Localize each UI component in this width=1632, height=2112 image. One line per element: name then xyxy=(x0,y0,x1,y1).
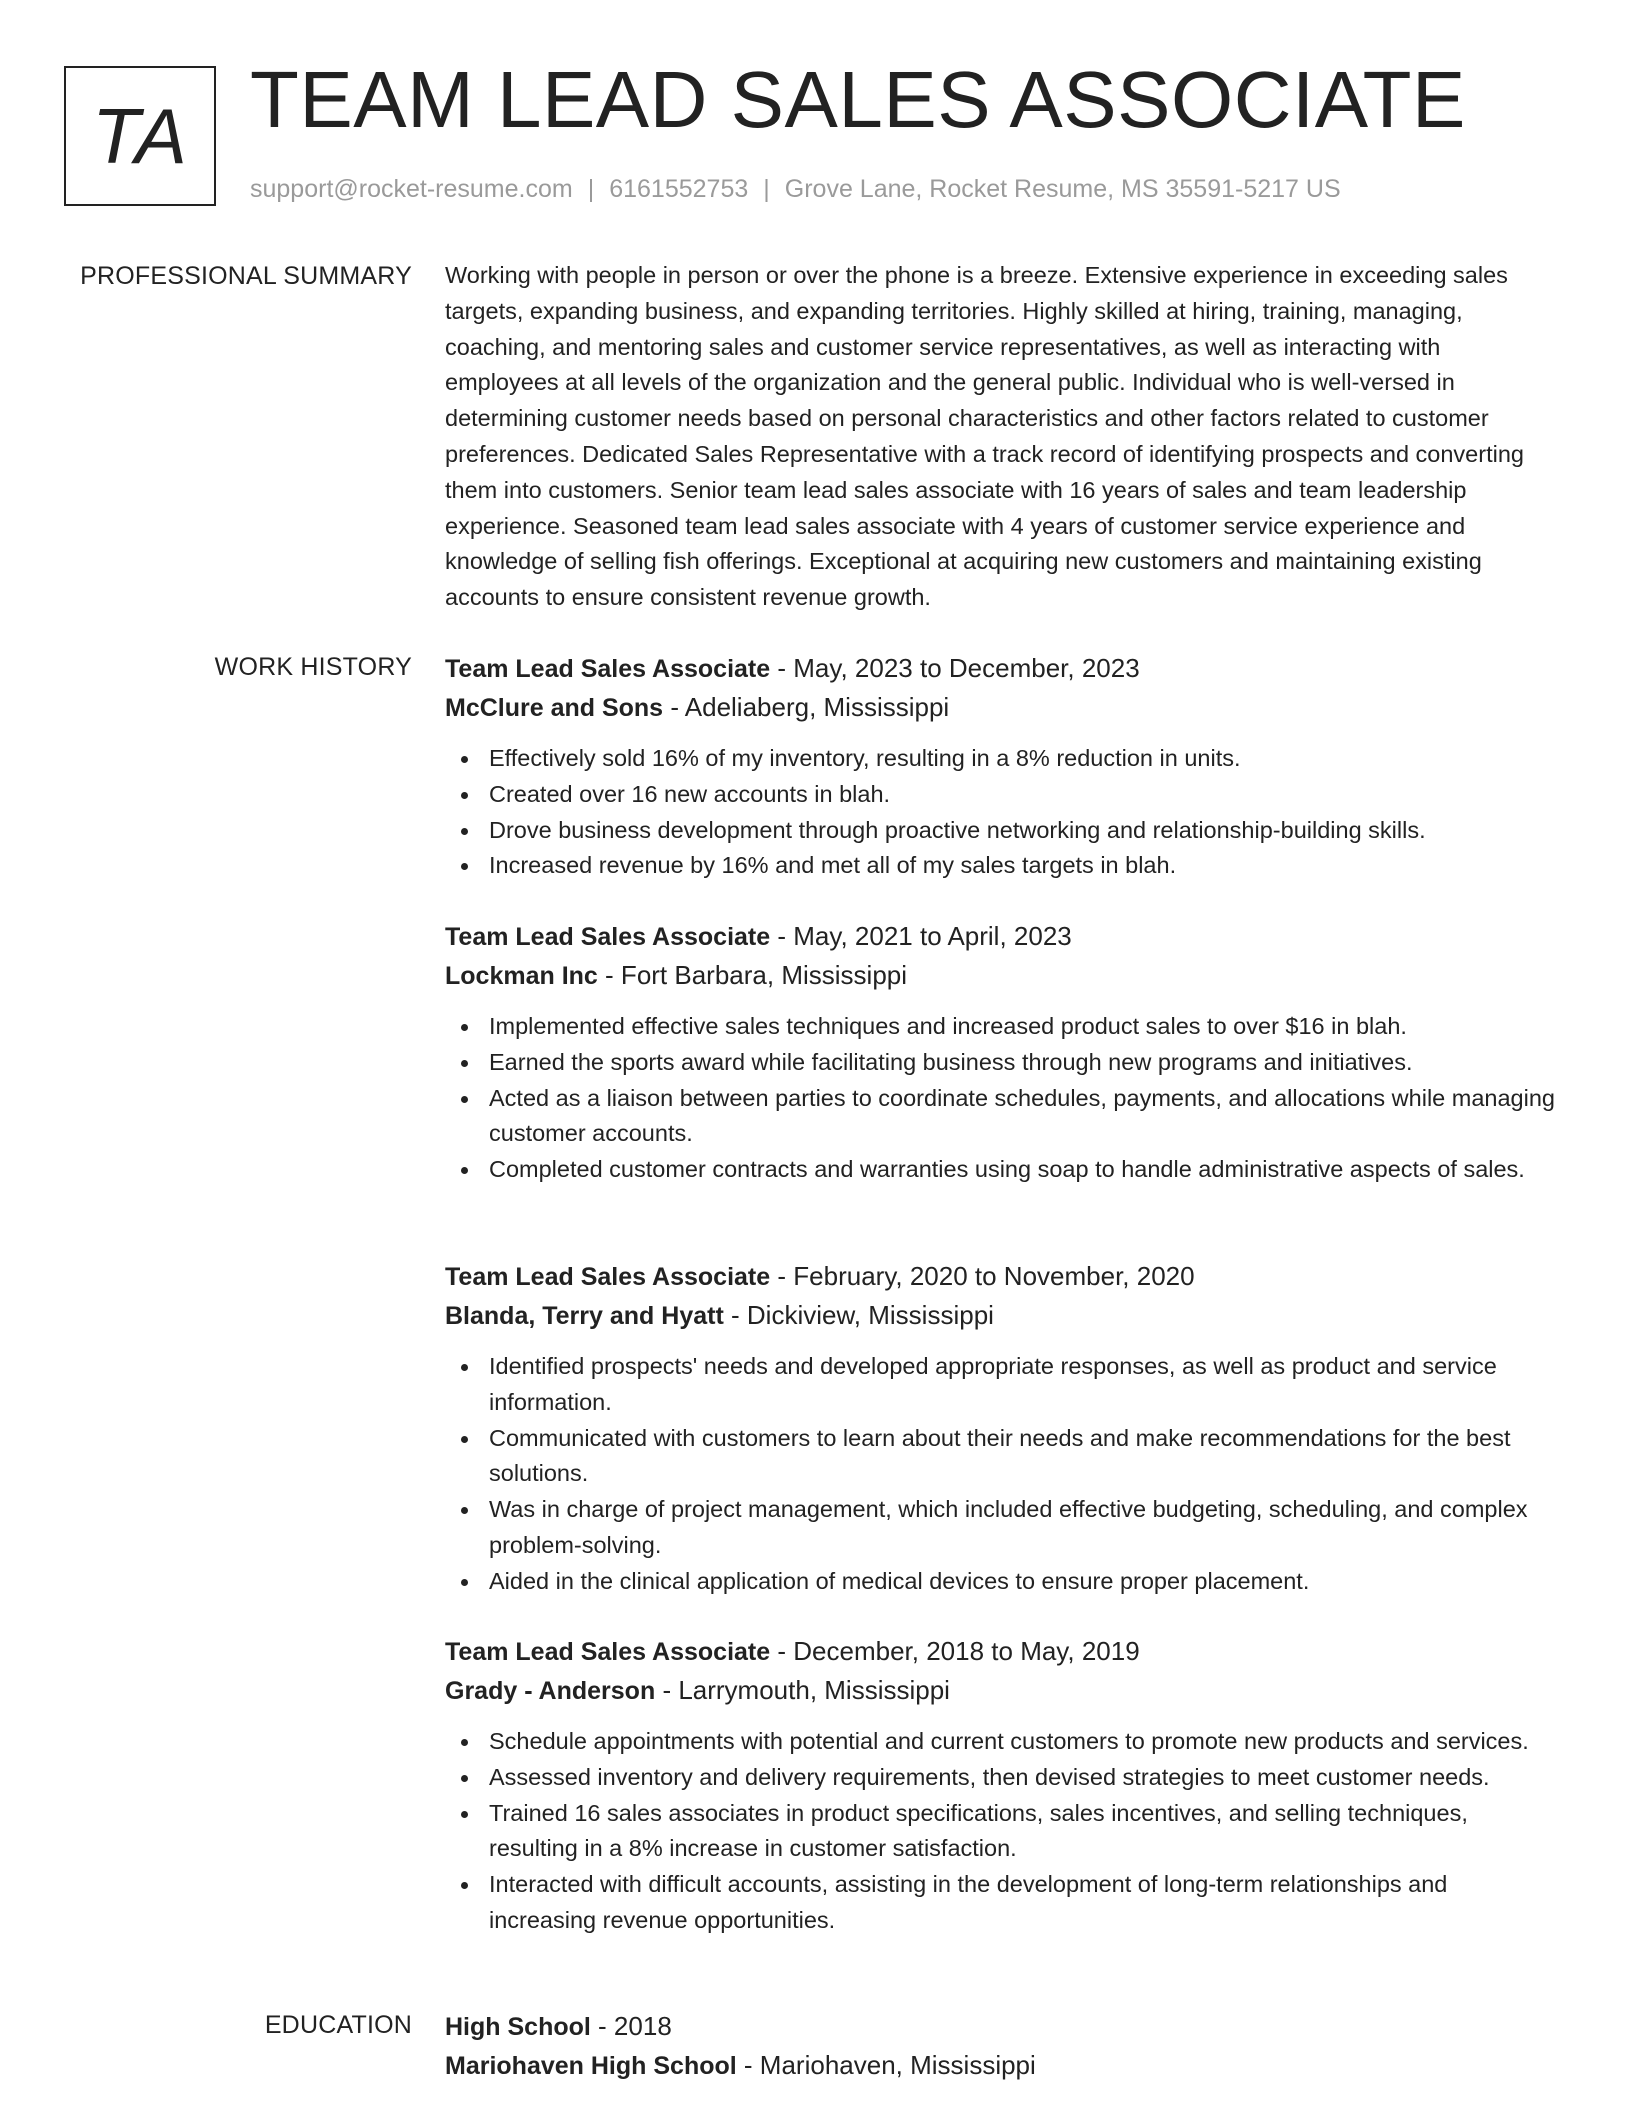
job-title: Team Lead Sales Associate xyxy=(445,655,771,683)
summary-text: Working with people in person or over the phone is a breeze. Extensive experience in exceeding sales targets, expanding business, and expanding territories. Highly skilled at hiring, training, managing, coaching, and mentoring sales and customer service representatives, as well as interacting with employees at all levels of the organization and the general public. Individual who is well-versed in determining customer needs based on personal characteristics and other factors related to customer preferences. Dedicated Sales Representative with a track record of identifying prospects and converting them into customers. Senior team lead sales associate with 16 years of sales and team leadership experience. Seasoned team lead sales associate with 4 years of customer service experience and knowledge of selling fish offerings. Exceptional at acquiring new customers and maintaining existing accounts to ensure consistent revenue growth. xyxy=(445,262,1524,611)
bullet-item: Completed customer contracts and warranties using soap to handle administrative aspects of sales. xyxy=(445,1152,1557,1188)
job-title: Team Lead Sales Associate xyxy=(445,1263,771,1291)
job-dates: - May, 2021 to April, 2023 xyxy=(770,921,1072,951)
contact-line xyxy=(250,174,1341,204)
contact-email: support@rocket-resume.com xyxy=(250,175,573,203)
bullet-item: Effectively sold 16% of my inventory, resulting in a 8% reduction in units. xyxy=(445,741,1557,777)
job-location: - Adeliaberg, Mississippi xyxy=(663,692,950,722)
bullet-item: Drove business development through proactive networking and relationship-building skills. xyxy=(445,813,1557,849)
job-title-line xyxy=(445,649,1557,688)
education-school: Mariohaven High School xyxy=(445,2052,737,2080)
bullet-item: Implemented effective sales techniques and increased product sales to over $16 in blah. xyxy=(445,1009,1557,1045)
education-year: - 2018 xyxy=(590,2011,672,2041)
education-label: EDUCATION xyxy=(264,2011,412,2039)
job-entry xyxy=(445,649,1557,884)
job-bullets xyxy=(445,741,1557,884)
job-entry xyxy=(445,1257,1557,1600)
bullet-item: Assessed inventory and delivery requirements, then devised strategies to meet customer needs. xyxy=(445,1760,1557,1796)
job-location: - Dickiview, Mississippi xyxy=(723,1300,994,1330)
work-history-label: WORK HISTORY xyxy=(214,653,412,681)
bullet-item: Created over 16 new accounts in blah. xyxy=(445,777,1557,813)
bullet-item: Earned the sports award while facilitating business through new programs and initiatives. xyxy=(445,1045,1557,1081)
job-title-line xyxy=(445,1632,1557,1671)
job-company-line xyxy=(445,1296,1557,1335)
job-company-line xyxy=(445,688,1557,727)
job-company-line xyxy=(445,956,1557,995)
job-bullets xyxy=(445,1724,1557,1939)
summary-label: PROFESSIONAL SUMMARY xyxy=(80,262,412,290)
bullet-item: Increased revenue by 16% and met all of my sales targets in blah. xyxy=(445,848,1557,884)
job-dates: - May, 2023 to December, 2023 xyxy=(770,653,1140,683)
bullet-item: Was in charge of project management, which included effective budgeting, scheduling, and complex problem-solving. xyxy=(445,1492,1557,1564)
job-company-line xyxy=(445,1671,1557,1710)
job-entry xyxy=(445,917,1557,1188)
contact-address: Grove Lane, Rocket Resume, MS 35591-5217 US xyxy=(784,175,1341,203)
job-location: - Fort Barbara, Mississippi xyxy=(597,960,908,990)
bullet-item: Acted as a liaison between parties to coordinate schedules, payments, and allocations while managing customer accounts. xyxy=(445,1081,1557,1153)
education-location: - Mariohaven, Mississippi xyxy=(736,2050,1036,2080)
job-title-line xyxy=(445,1257,1557,1296)
job-title: Team Lead Sales Associate xyxy=(445,1638,771,1666)
contact-separator: | xyxy=(587,175,595,203)
job-company: Lockman Inc xyxy=(445,962,598,990)
job-title-line xyxy=(445,917,1557,956)
contact-phone: 6161552753 xyxy=(609,175,749,203)
education-school-line xyxy=(445,2046,1557,2085)
job-company: McClure and Sons xyxy=(445,694,664,722)
job-entry xyxy=(445,1632,1557,1939)
job-location: - Larrymouth, Mississippi xyxy=(655,1675,950,1705)
summary-body xyxy=(445,258,1557,616)
job-bullets xyxy=(445,1349,1557,1600)
job-dates: - February, 2020 to November, 2020 xyxy=(770,1261,1195,1291)
job-dates: - December, 2018 to May, 2019 xyxy=(770,1636,1140,1666)
job-bullets xyxy=(445,1009,1557,1188)
bullet-item: Trained 16 sales associates in product specifications, sales incentives, and selling techniques, resulting in a 8% increase in customer satisfaction. xyxy=(445,1796,1557,1868)
monogram-initials: TA xyxy=(92,92,188,180)
job-company: Blanda, Terry and Hyatt xyxy=(445,1302,724,1330)
bullet-item: Communicated with customers to learn about their needs and make recommendations for the best solutions. xyxy=(445,1421,1557,1493)
bullet-item: Interacted with difficult accounts, assisting in the development of long-term relationships and increasing revenue opportunities. xyxy=(445,1867,1557,1939)
education-degree: High School xyxy=(445,2013,591,2041)
contact-separator: | xyxy=(763,175,770,203)
resume-name: TEAM LEAD SALES ASSOCIATE xyxy=(250,55,1466,144)
job-title: Team Lead Sales Associate xyxy=(445,923,771,951)
bullet-item: Identified prospects' needs and developed appropriate responses, as well as product and service information. xyxy=(445,1349,1557,1421)
bullet-item: Aided in the clinical application of medical devices to ensure proper placement. xyxy=(445,1564,1557,1600)
job-company: Grady - Anderson xyxy=(445,1677,656,1705)
monogram-box xyxy=(64,66,216,206)
education-body xyxy=(445,2007,1557,2085)
education-degree-line xyxy=(445,2007,1557,2046)
bullet-item: Schedule appointments with potential and current customers to promote new products and services. xyxy=(445,1724,1557,1760)
